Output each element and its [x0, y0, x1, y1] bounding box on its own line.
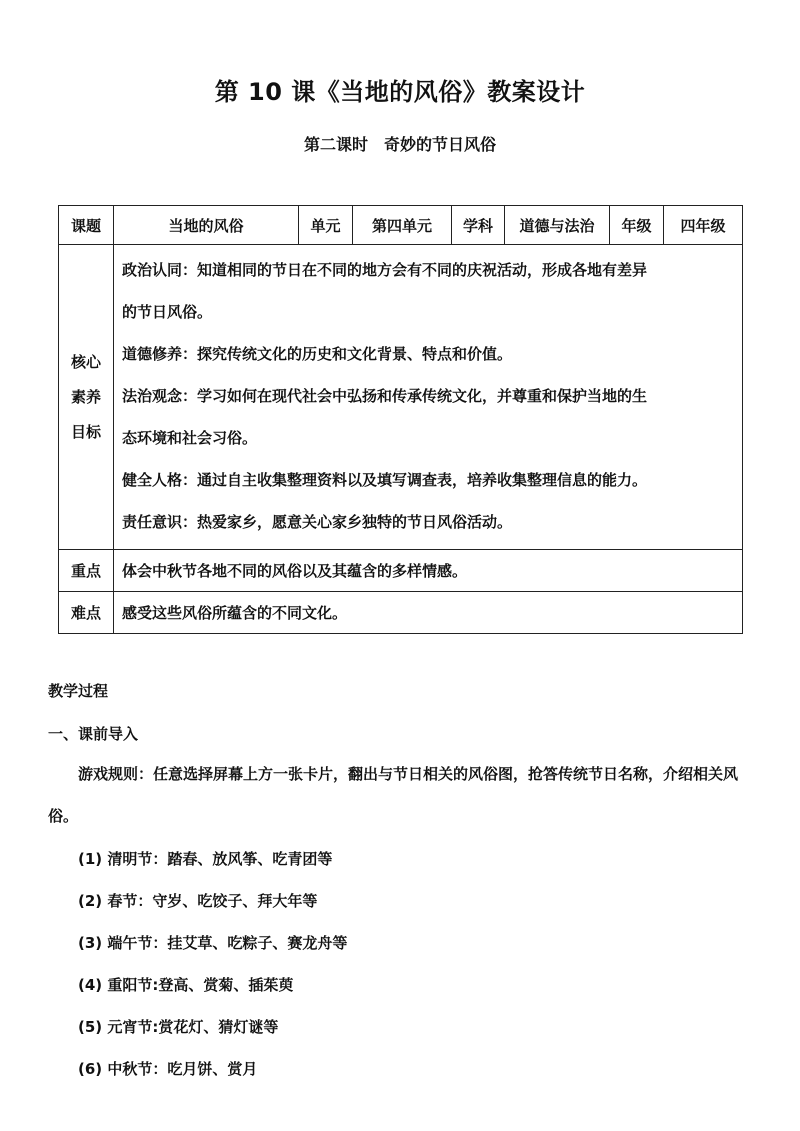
lesson-info-table [58, 205, 743, 634]
goals-label [59, 245, 114, 550]
key-point-value: 体会中秋节各地不同的风俗以及其蕴含的多样情感。 [114, 550, 743, 592]
goals-content [114, 245, 743, 550]
goal-line: 责任意识：热爱家乡，愿意关心家乡独特的节日风俗活动。 [122, 513, 513, 531]
lesson-label: 课题 [59, 206, 114, 245]
difficulty-label: 难点 [59, 592, 114, 634]
grade-label: 年级 [610, 206, 664, 245]
lesson-value: 当地的风俗 [114, 206, 299, 245]
goal-line: 态环境和社会习俗。 [122, 429, 258, 447]
goals-label-line: 目标 [70, 422, 101, 441]
goals-label-line: 素养 [70, 387, 101, 406]
game-rules-paragraph: 游戏规则：任意选择屏幕上方一张卡片，翻出与节日相关的风俗图，抢答传统节日名称，介绍相关风俗。 [48, 765, 739, 825]
goal-line: 健全人格：通过自主收集整理资料以及填写调查表，培养收集整理信息的能力。 [122, 471, 648, 489]
key-point-label: 重点 [59, 550, 114, 592]
difficulty-row [59, 592, 743, 634]
unit-value: 第四单元 [353, 206, 452, 245]
goals-row [59, 245, 743, 550]
festival-item: (2) 春节：守岁、吃饺子、拜大年等 [78, 892, 318, 910]
goal-line: 的节日风俗。 [122, 303, 213, 321]
document-title: 第 10 课《当地的风俗》教案设计 [214, 78, 586, 106]
difficulty-value: 感受这些风俗所蕴含的不同文化。 [114, 592, 743, 634]
festival-item: (5) 元宵节:赏花灯、猜灯谜等 [78, 1018, 279, 1036]
goals-label-line: 核心 [70, 352, 101, 371]
section-1-heading: 一、课前导入 [48, 725, 139, 743]
goal-line: 道德修养：探究传统文化的历史和文化背景、特点和价值。 [122, 345, 513, 363]
process-heading: 教学过程 [48, 682, 109, 700]
subject-label: 学科 [452, 206, 505, 245]
festival-item: (1) 清明节：踏春、放风筝、吃青团等 [78, 850, 333, 868]
grade-value: 四年级 [664, 206, 743, 245]
document-subtitle: 第二课时 奇妙的节日风俗 [303, 135, 496, 154]
key-point-row [59, 550, 743, 592]
festival-item: (4) 重阳节:登高、赏菊、插茱萸 [78, 976, 294, 994]
goal-line: 政治认同：知道相同的节日在不同的地方会有不同的庆祝活动，形成各地有差异 [122, 261, 648, 279]
festival-item: (6) 中秋节：吃月饼、赏月 [78, 1060, 258, 1078]
goal-line: 法治观念：学习如何在现代社会中弘扬和传承传统文化，并尊重和保护当地的生 [122, 387, 648, 405]
unit-label: 单元 [299, 206, 353, 245]
table-header-row [59, 206, 743, 245]
subject-value: 道德与法治 [505, 206, 610, 245]
festival-item: (3) 端午节：挂艾草、吃粽子、赛龙舟等 [78, 934, 348, 952]
